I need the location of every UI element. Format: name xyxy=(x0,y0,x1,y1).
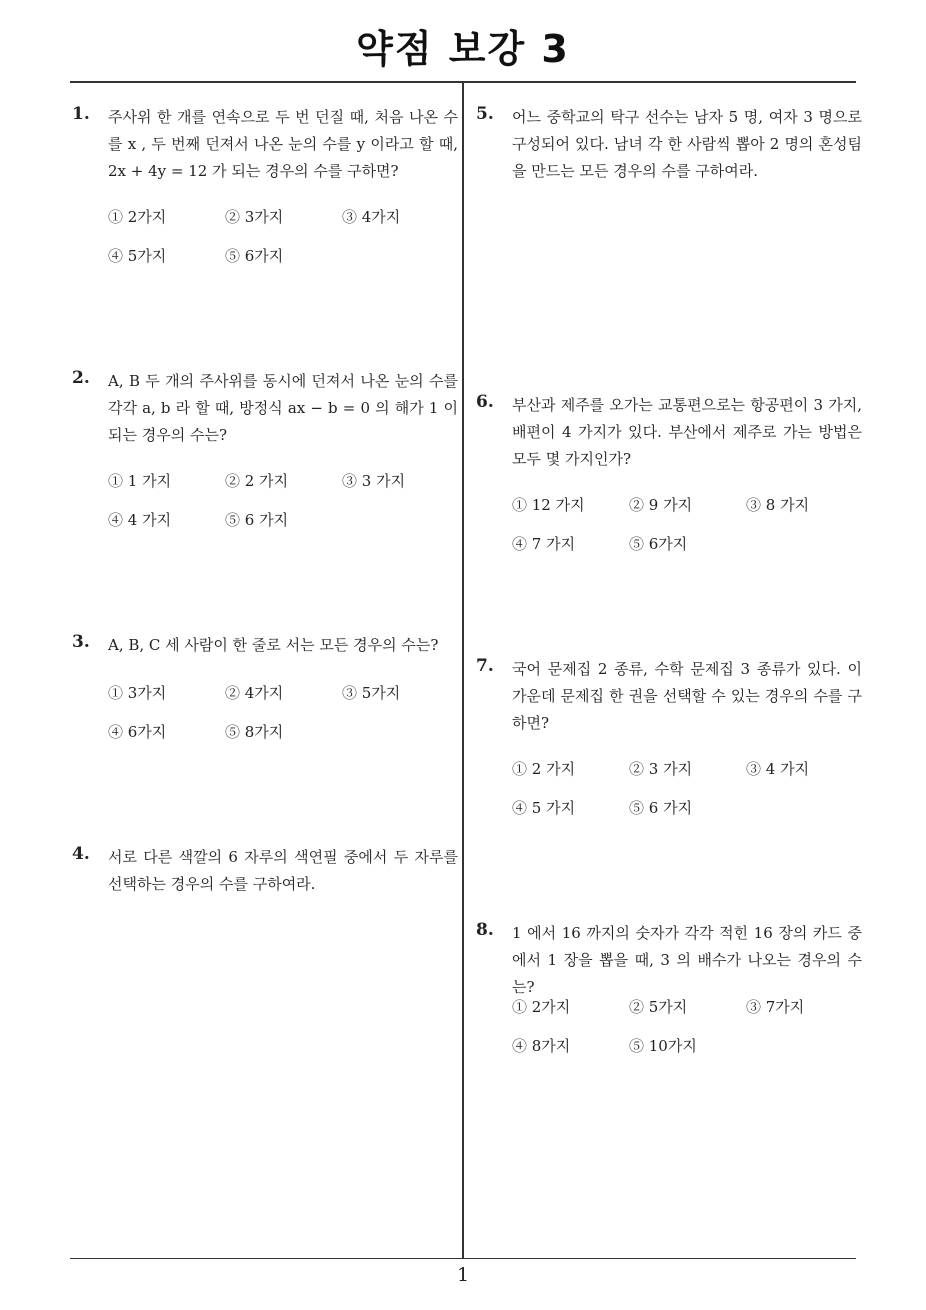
choice-4[interactable]: ④ 5 가지 xyxy=(512,799,576,817)
choice-2[interactable]: ② 2 가지 xyxy=(225,472,289,490)
bottom-rule xyxy=(70,1258,856,1259)
choice-5[interactable]: ⑤ 6가지 xyxy=(225,247,284,265)
question-text: 주사위 한 개를 연속으로 두 번 던질 때, 처음 나온 수를 x , 두 번째 던져서 나온 눈의 수를 y 이라고 할 때, 2x + 4y = 12 가 되는 경우의 수를 구하면? xyxy=(108,108,458,180)
choice-3[interactable]: ③ 8 가지 xyxy=(746,496,810,514)
choice-4[interactable]: ④ 4 가지 xyxy=(108,511,172,529)
choice-5[interactable]: ⑤ 10가지 xyxy=(629,1037,697,1055)
choice-3[interactable]: ③ 3 가지 xyxy=(342,472,406,490)
question-text: 어느 중학교의 탁구 선수는 남자 5 명, 여자 3 명으로 구성되어 있다. 남녀 각 한 사람씩 뽑아 2 명의 혼성팀을 만드는 모든 경우의 수를 구하여라. xyxy=(512,108,862,180)
choice-5[interactable]: ⑤ 6 가지 xyxy=(225,511,289,529)
choice-4[interactable]: ④ 6가지 xyxy=(108,723,167,741)
choice-1[interactable]: ① 3가지 xyxy=(108,684,167,702)
question-text: 부산과 제주를 오가는 교통편으로는 항공편이 3 가지, 배편이 4 가지가 있다. 부산에서 제주로 가는 방법은 모두 몇 가지인가? xyxy=(512,396,862,468)
choice-1[interactable]: ① 2가지 xyxy=(512,998,571,1016)
question-text: 1 에서 16 까지의 숫자가 각각 적힌 16 장의 카드 중에서 1 장을 뽑을 때, 3 의 배수가 나오는 경우의 수는? xyxy=(512,924,862,996)
choice-2[interactable]: ② 5가지 xyxy=(629,998,688,1016)
choice-5[interactable]: ⑤ 6가지 xyxy=(629,535,688,553)
column-divider xyxy=(462,82,464,1258)
choice-3[interactable]: ③ 4가지 xyxy=(342,208,401,226)
question-number: 4. xyxy=(72,844,90,864)
choice-4[interactable]: ④ 7 가지 xyxy=(512,535,576,553)
choice-3[interactable]: ③ 7가지 xyxy=(746,998,805,1016)
question-text: A, B, C 세 사람이 한 줄로 서는 모든 경우의 수는? xyxy=(108,636,439,654)
question-text: A, B 두 개의 주사위를 동시에 던져서 나온 눈의 수를 각각 a, b 라 할 때, 방정식 ax − b = 0 의 해가 1 이 되는 경우의 수는? xyxy=(108,372,458,444)
question-text: 서로 다른 색깔의 6 자루의 색연필 중에서 두 자루를 선택하는 경우의 수를 구하여라. xyxy=(108,848,458,893)
choice-5[interactable]: ⑤ 8가지 xyxy=(225,723,284,741)
question-number: 8. xyxy=(476,920,494,940)
choice-3[interactable]: ③ 4 가지 xyxy=(746,760,810,778)
page-title: 약점 보강 3 xyxy=(356,27,570,71)
choice-2[interactable]: ② 4가지 xyxy=(225,684,284,702)
choice-3[interactable]: ③ 5가지 xyxy=(342,684,401,702)
choice-1[interactable]: ① 2가지 xyxy=(108,208,167,226)
question-number: 5. xyxy=(476,104,494,124)
choice-4[interactable]: ④ 5가지 xyxy=(108,247,167,265)
choice-5[interactable]: ⑤ 6 가지 xyxy=(629,799,693,817)
question-number: 6. xyxy=(476,392,494,412)
question-number: 2. xyxy=(72,368,90,388)
choice-1[interactable]: ① 2 가지 xyxy=(512,760,576,778)
choice-2[interactable]: ② 9 가지 xyxy=(629,496,693,514)
page-number: 1 xyxy=(456,1264,470,1286)
question-number: 7. xyxy=(476,656,494,676)
question-text: 국어 문제집 2 종류, 수학 문제집 3 종류가 있다. 이 가운데 문제집 한 권을 선택할 수 있는 경우의 수를 구하면? xyxy=(512,660,862,732)
choice-2[interactable]: ② 3가지 xyxy=(225,208,284,226)
choice-4[interactable]: ④ 8가지 xyxy=(512,1037,571,1055)
question-number: 3. xyxy=(72,632,90,652)
choice-1[interactable]: ① 1 가지 xyxy=(108,472,172,490)
choice-1[interactable]: ① 12 가지 xyxy=(512,496,585,514)
choice-2[interactable]: ② 3 가지 xyxy=(629,760,693,778)
question-number: 1. xyxy=(72,104,90,124)
